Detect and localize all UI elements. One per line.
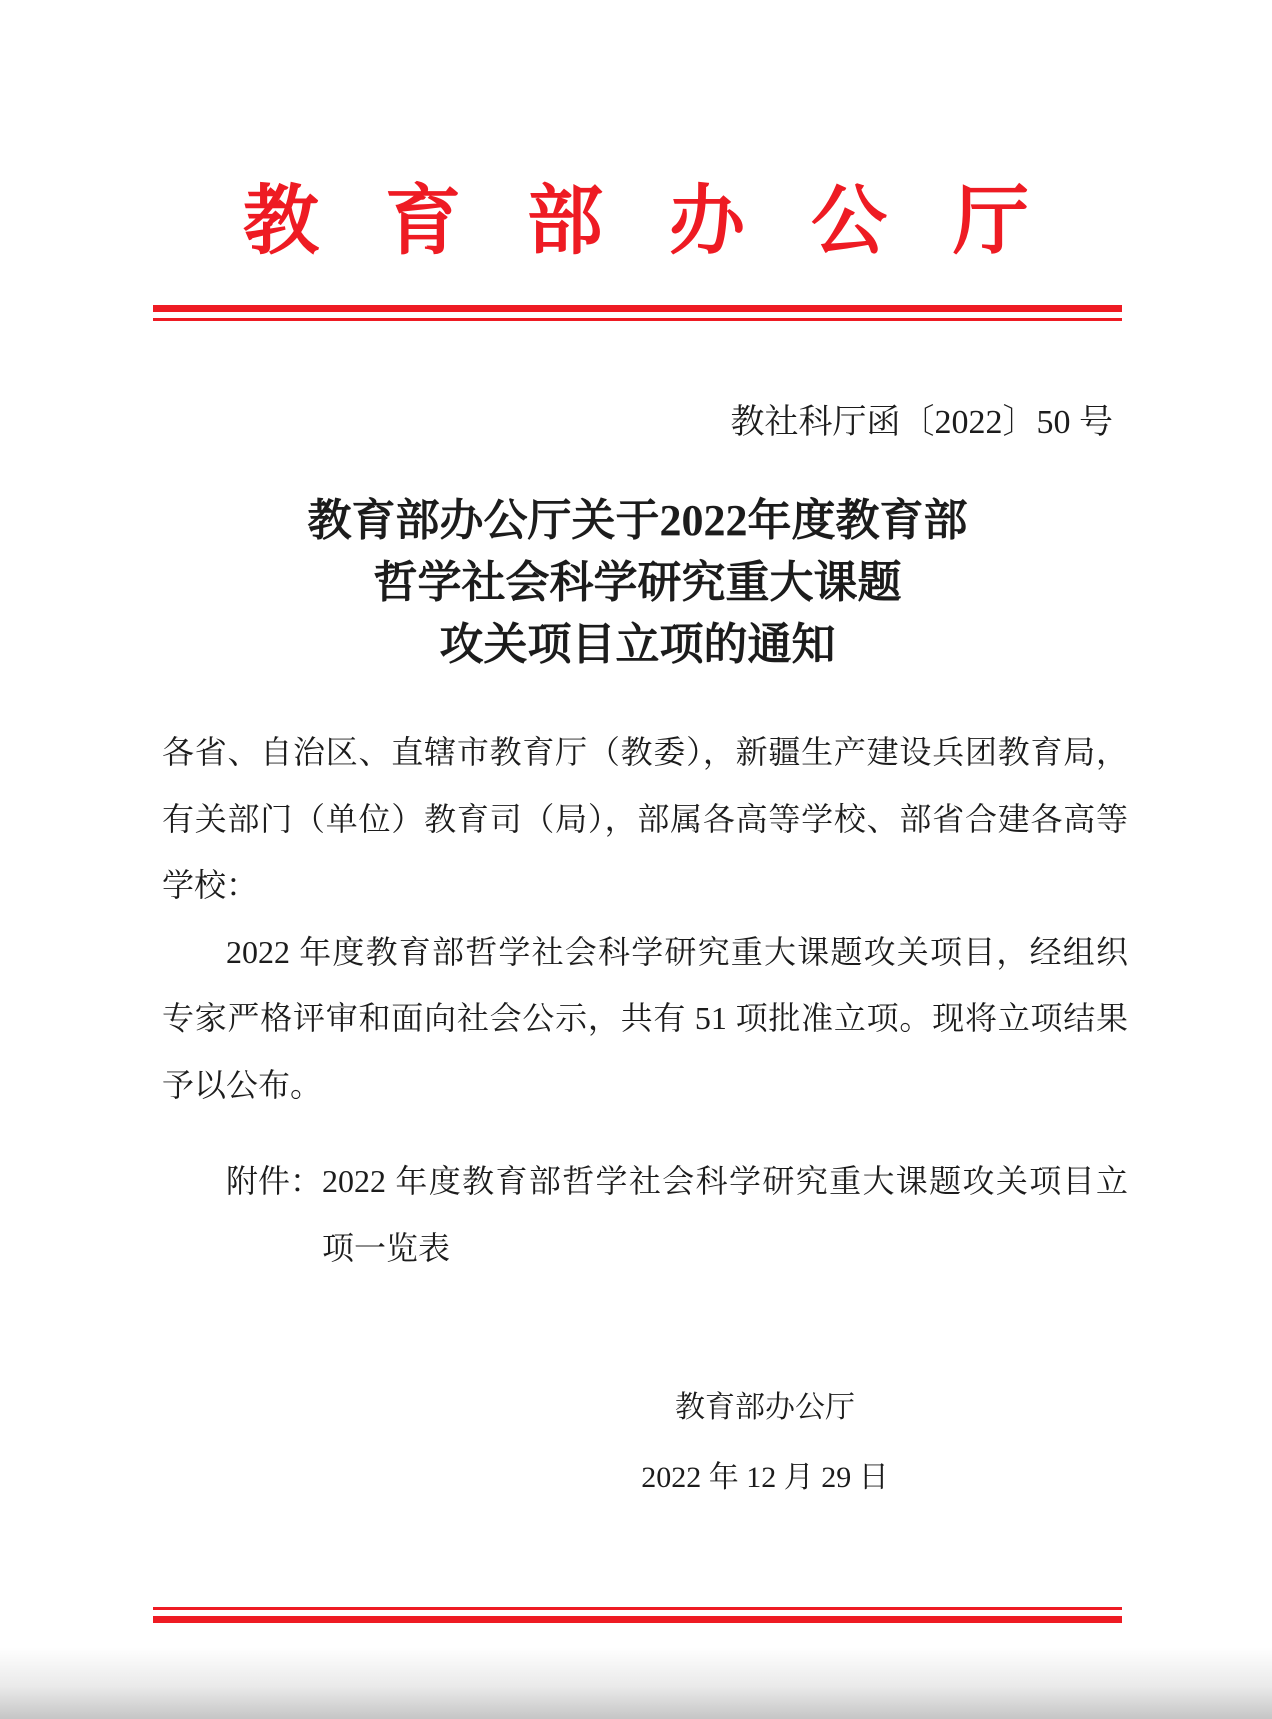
org-name-char: 教 bbox=[243, 180, 319, 264]
document-title bbox=[153, 490, 1122, 676]
main-paragraph: 2022 年度教育部哲学社会科学研究重大课题攻关项目，经组织专家严格评审和面向社会公示，共有 51 项批准立项。现将立项结果予以公布。 bbox=[162, 933, 1128, 1103]
addressee-paragraph: 各省、自治区、直辖市教育厅（教委），新疆生产建设兵团教育局，有关部门（单位）教育司（局），部属各高等学校、部省合建各高等学校： bbox=[162, 734, 1128, 903]
header-divider-thin-line bbox=[153, 318, 1122, 321]
letterhead-org-name bbox=[0, 180, 1272, 264]
signature-date: 2022 年 12 月 29 日 bbox=[641, 1461, 889, 1494]
document-title-line-2: 哲学社会科学研究重大课题 bbox=[373, 558, 902, 607]
signature-block bbox=[565, 1390, 965, 1496]
header-divider-thick-line bbox=[153, 305, 1122, 312]
document-reference-number: 教社科厅函〔2022〕50 号 bbox=[730, 404, 1113, 441]
attachment-section bbox=[162, 1148, 1128, 1281]
org-name-char: 公 bbox=[811, 180, 887, 264]
org-name-char: 部 bbox=[527, 180, 603, 264]
attachment-text: 2022 年度教育部哲学社会科学研究重大课题攻关项目立项一览表 bbox=[322, 1163, 1128, 1266]
org-name-char: 厅 bbox=[953, 180, 1029, 264]
attachment-label: 附件： bbox=[226, 1163, 323, 1199]
footer-divider-thick-line bbox=[153, 1616, 1122, 1623]
signature-org-name: 教育部办公厅 bbox=[675, 1391, 855, 1424]
document-body bbox=[162, 719, 1128, 1281]
document-title-line-1: 教育部办公厅关于2022年度教育部 bbox=[307, 496, 968, 545]
org-name-char: 办 bbox=[669, 180, 745, 264]
org-name-char: 育 bbox=[385, 180, 461, 264]
page-edge-shadow bbox=[0, 1647, 1272, 1719]
document-title-line-3: 攻关项目立项的通知 bbox=[439, 620, 836, 669]
footer-divider-thin-line bbox=[153, 1607, 1122, 1610]
